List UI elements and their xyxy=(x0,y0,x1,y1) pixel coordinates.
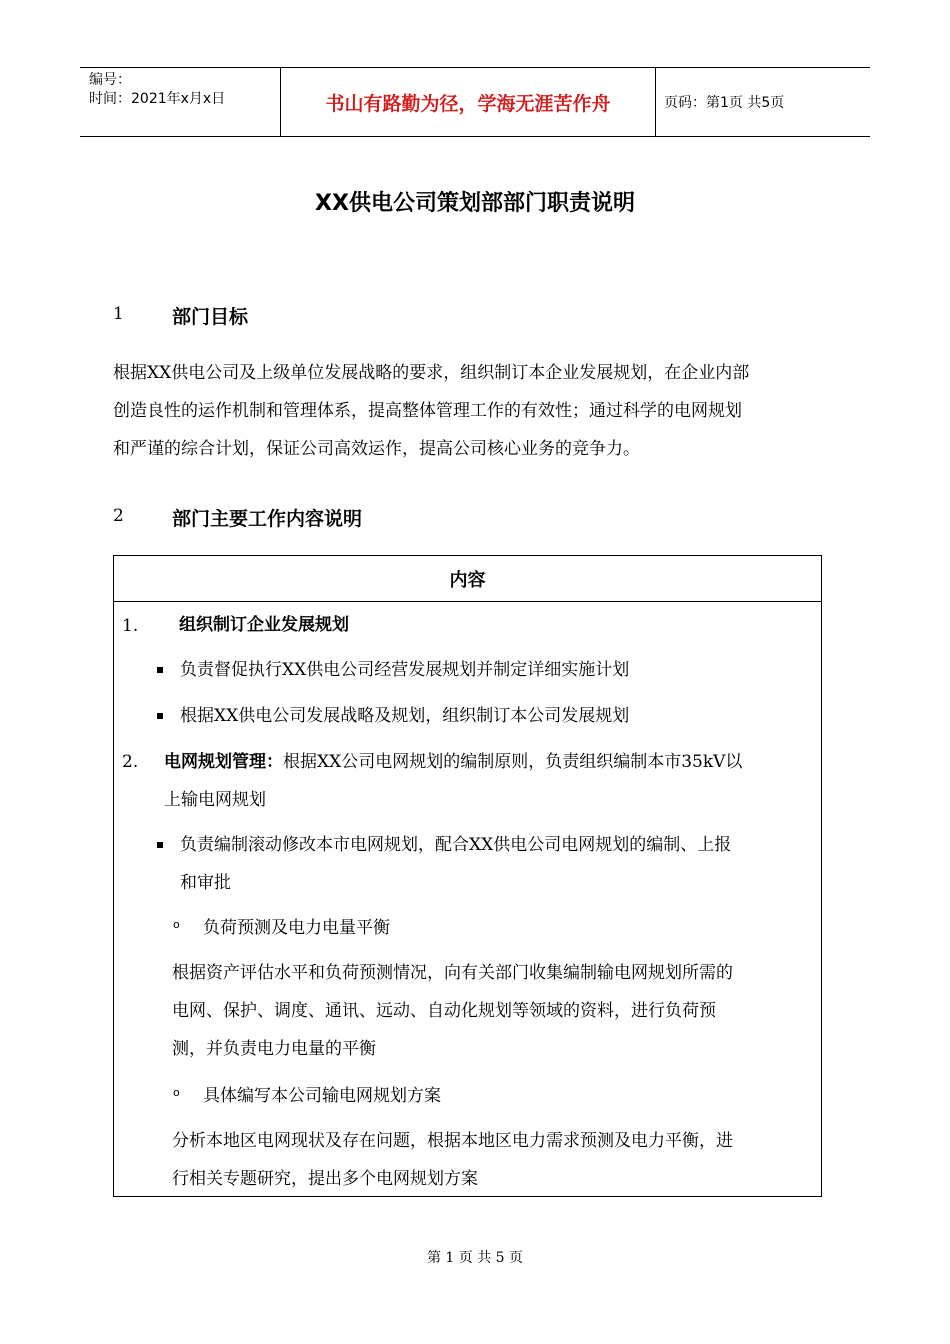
header-motto: 书山有路勤为径，学海无涯苦作舟 xyxy=(280,68,656,136)
sub-1-title: 负荷预测及电力电量平衡 xyxy=(203,918,390,938)
duties-table xyxy=(113,555,822,1197)
item-2-text: 根据XX公司电网规划的编制原则，负责组织编制本市35kV以 xyxy=(283,752,743,772)
item-2-line-1 xyxy=(164,743,742,781)
section-title: 部门主要工作内容说明 xyxy=(172,508,363,530)
sub-2-line: 分析本地区电网现状及存在问题，根据本地区电力需求预测及电力平衡，进 xyxy=(172,1131,733,1151)
page-footer: 第 1 页 共 5 页 xyxy=(426,1250,524,1266)
section-1-paragraph xyxy=(113,354,838,468)
sub-1-line: 根据资产评估水平和负荷预测情况，向有关部门收集编制输电网规划所需的 xyxy=(172,963,733,983)
header-meta xyxy=(80,68,280,136)
sub-1-line: 测，并负责电力电量的平衡 xyxy=(172,1039,376,1059)
item-1-number: 1. xyxy=(122,616,139,636)
document-time-label: 时间：2021年x月x日 xyxy=(89,91,226,107)
square-bullet-icon xyxy=(157,667,163,673)
item-2-bullet-line-1: 负责编制滚动修改本市电网规划，配合XX供电公司电网规划的编制、上报 xyxy=(180,835,732,855)
item-1-bullet-2: 根据XX供电公司发展战略及规划，组织制订本公司发展规划 xyxy=(180,706,630,726)
item-2-line-2: 上输电网规划 xyxy=(164,790,266,810)
paragraph-line: 创造良性的运作机制和管理体系，提高整体管理工作的有效性；通过科学的电网规划 xyxy=(113,401,742,421)
sub-2-title: 具体编写本公司输电网规划方案 xyxy=(203,1086,441,1106)
circle-bullet-icon: o xyxy=(173,1086,180,1099)
paragraph-line: 根据XX供电公司及上级单位发展战略的要求，组织制订本企业发展规划，在企业内部 xyxy=(113,363,750,383)
square-bullet-icon xyxy=(157,713,163,719)
sub-2-line: 行相关专题研究，提出多个电网规划方案 xyxy=(172,1169,478,1189)
item-1-bullet-1: 负责督促执行XX供电公司经营发展规划并制定详细实施计划 xyxy=(180,660,630,680)
item-2-number: 2. xyxy=(122,752,139,772)
section-number: 2 xyxy=(113,506,124,526)
item-2-bullet-line-2: 和审批 xyxy=(180,873,231,893)
item-2-title: 电网规划管理： xyxy=(164,752,283,772)
section-number: 1 xyxy=(113,304,124,324)
document-number-label: 编号： xyxy=(89,72,131,88)
table-header-cell: 内容 xyxy=(114,556,821,602)
document-title: XX供电公司策划部部门职责说明 xyxy=(315,191,635,216)
square-bullet-icon xyxy=(157,842,163,848)
sub-1-line: 电网、保护、调度、通讯、远动、自动化规划等领域的资料，进行负荷预 xyxy=(172,1001,716,1021)
paragraph-line: 和严谨的综合计划，保证公司高效运作，提高公司核心业务的竞争力。 xyxy=(113,439,640,459)
document-header xyxy=(80,67,870,137)
header-page-info: 页码：第1页 共5页 xyxy=(664,95,785,111)
section-title: 部门目标 xyxy=(172,306,249,328)
item-1-title: 组织制订企业发展规划 xyxy=(179,615,349,635)
circle-bullet-icon: o xyxy=(173,918,180,931)
